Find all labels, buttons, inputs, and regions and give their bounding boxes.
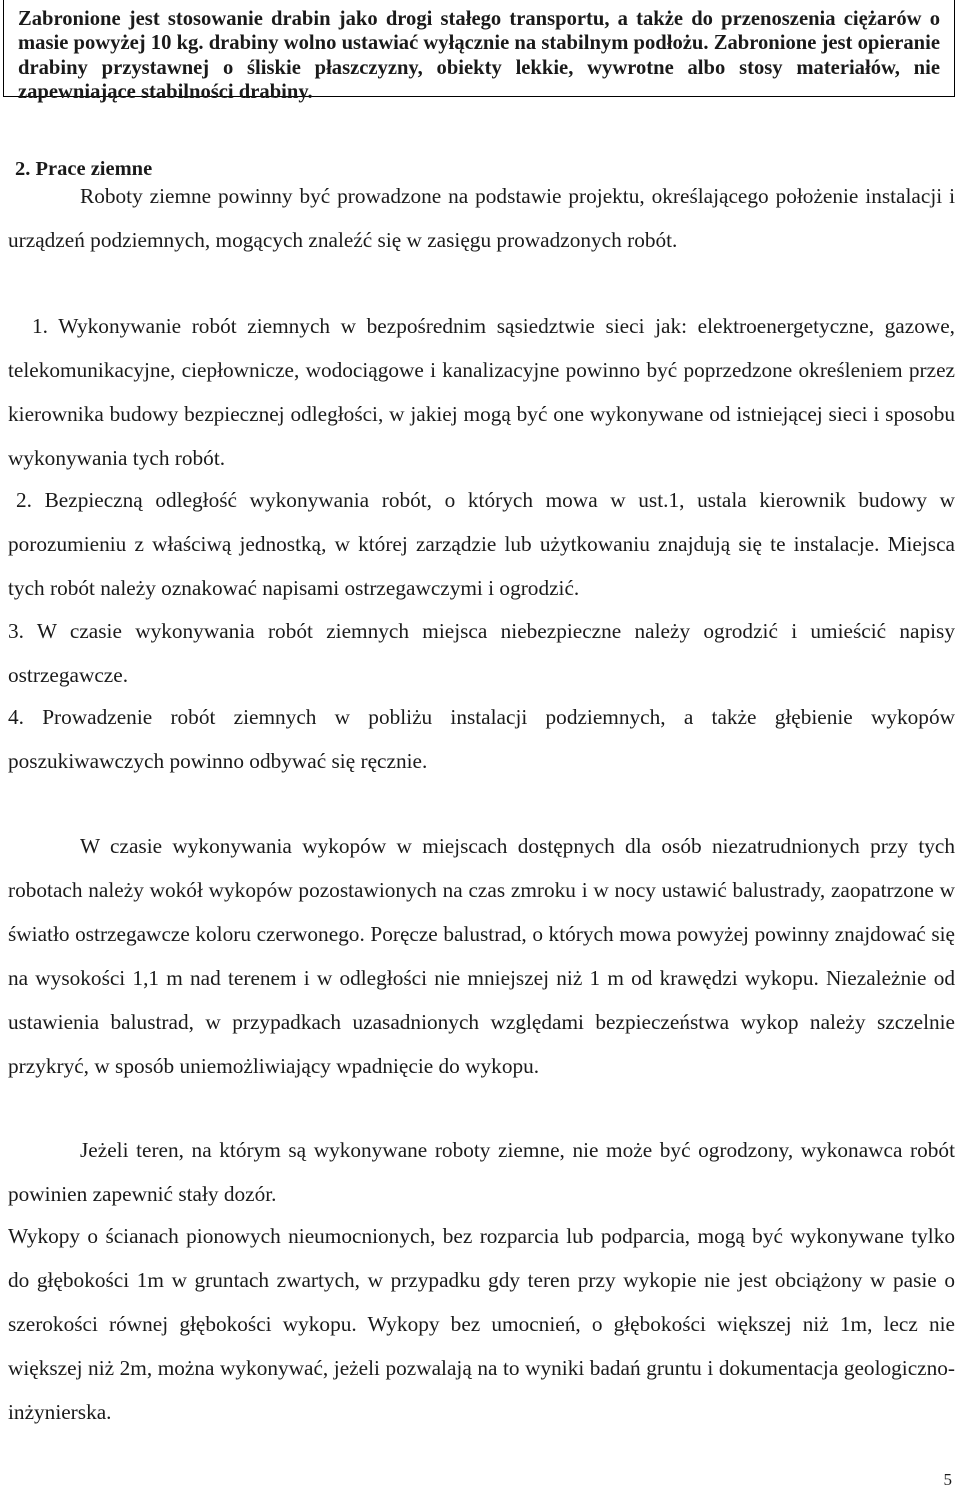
list-item-4: 4. Prowadzenie robót ziemnych w pobliżu instalacji podziemnych, a także głębienie wykopów poszukiwawczych powinno odbywać się ręcznie. bbox=[8, 705, 955, 773]
body-paragraph-excavations: Wykopy o ścianach pionowych nieumocnionych, bez rozparcia lub podparcia, mogą być wykonywane tylko do głębokości 1m w gruntach zwartych, w przypadku gdy teren przy wykopie nie jest obciążony w pasie o szerokości równej głębokości wykopu. Wykopy bez umocnień, o głębokości większej niż 1m, lecz nie większej niż 2m, można wykonywać, jeżeli pozwalają na to wyniki badań gruntu i dokumentacja geologiczno-inżynierska. bbox=[8, 1224, 955, 1424]
list-item-2: 2. Bezpieczną odległość wykonywania robót, o których mowa w ust.1, ustala kierownik budowy w porozumieniu z właściwą jednostką, w której zarządzie lub użytkowaniu znajdują się te instalacje. Miejsca tych robót należy oznakować napisami ostrzegawczymi i ogrodzić. bbox=[8, 488, 955, 600]
section-heading: 2. Prace ziemne bbox=[15, 158, 153, 180]
body-paragraph-railings: W czasie wykonywania wykopów w miejscach dostępnych dla osób niezatrudnionych przy tych robotach należy wokół wykopów pozostawionych na czas zmroku i w nocy ustawić balustrady, zaopatrzone w światło ostrzegawcze koloru czerwonego. Poręcze balustrad, o których mowa powyżej powinny znajdować się na wysokości 1,1 m nad terenem i w odległości nie mniejszej niż 1 m od krawędzi wykopu. Niezależnie od ustawienia balustrad, w przypadkach uzasadnionych względami bezpieczeństwa wykop należy szczelnie przykryć, w sposób uniemożliwiający wpadnięcie do wykopu. bbox=[8, 834, 955, 1078]
section-intro-paragraph: Roboty ziemne powinny być prowadzone na podstawie projektu, określającego położenie instalacji i urządzeń podziemnych, mogących znaleźć się w zasięgu prowadzonych robót. bbox=[8, 184, 955, 252]
page-number: 5 bbox=[943, 1470, 952, 1489]
list-item-3: 3. W czasie wykonywania robót ziemnych miejsca niebezpieczne należy ogrodzić i umieścić napisy ostrzegawcze. bbox=[8, 619, 955, 687]
notice-box bbox=[3, 0, 955, 103]
list-item-1: 1. Wykonywanie robót ziemnych w bezpośrednim sąsiedztwie sieci jak: elektroenergetyczne, gazowe, telekomunikacyjne, ciepłownicze, wodociągowe i kanalizacyjne powinno być poprzedzone określeniem przez kierownika budowy bezpiecznej odległości, w jakiej mogą być one wykonywane od istniejącej sieci i sposobu wykonywania tych robót. bbox=[8, 314, 955, 470]
body-paragraph-supervision: Jeżeli teren, na którym są wykonywane roboty ziemne, nie może być ogrodzony, wykonawca robót powinien zapewnić stały dozór. bbox=[8, 1138, 955, 1206]
notice-text: Zabronione jest stosowanie drabin jako drogi stałego transportu, a także do przenoszenia ciężarów o masie powyżej 10 kg. drabiny wolno ustawiać wyłącznie na stabilnym podłożu. Zabronione jest opieranie drabiny przystawnej o śliskie płaszczyzny, obiekty lekkie, wywrotne albo stosy materiałów, nie zapewniające stabilności drabiny. bbox=[18, 8, 940, 103]
